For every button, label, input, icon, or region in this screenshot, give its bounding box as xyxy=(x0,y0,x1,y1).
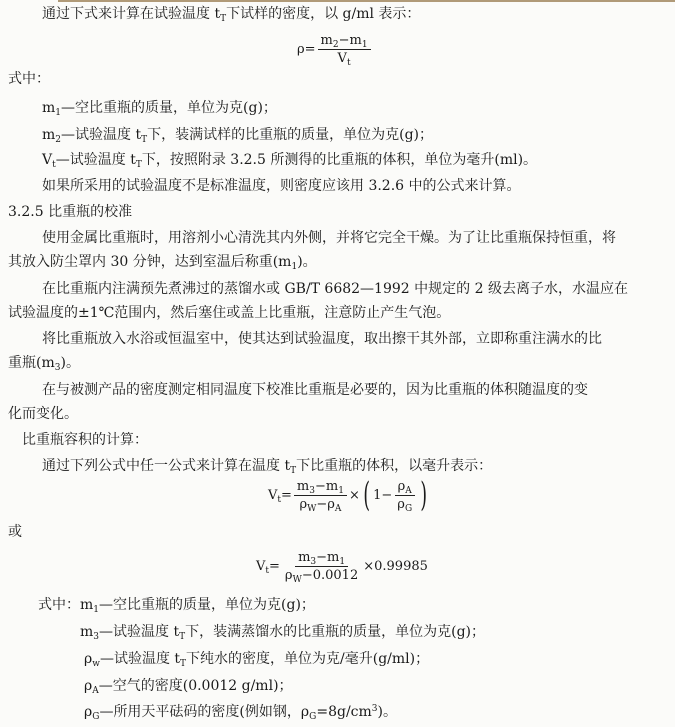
text-run: 下试样的密度，以 g/ml 表示： xyxy=(226,6,421,22)
text-line xyxy=(42,5,420,23)
fraction xyxy=(318,33,371,66)
text-line xyxy=(38,596,315,614)
text-run: m xyxy=(296,478,310,494)
text-run: 下，装满试样的比重瓶的质量，单位为克(g)； xyxy=(147,127,433,143)
text-run: −0.0012 xyxy=(301,568,359,583)
text-run: 将比重瓶放入水浴或恒温室中，使其达到试验温度，取出擦干其外部，立即称重注满水的比 xyxy=(42,331,602,347)
text-line xyxy=(42,457,492,475)
subscript: 2 xyxy=(332,40,339,50)
text-run: —空气的密度(0.0012 g/ml)； xyxy=(98,678,293,694)
text-run: —空比重瓶的质量，单位为克(g)； xyxy=(61,100,277,116)
fraction xyxy=(294,479,347,512)
text-line xyxy=(8,253,317,271)
text-line xyxy=(42,126,433,144)
text-run: 在比重瓶内注满预先煮沸过的蒸馏水或 GB/T 6682—1992 中规定的 2 级去离子水，水温应在 xyxy=(42,281,628,297)
times-sign: × xyxy=(348,487,360,503)
text-line xyxy=(84,677,293,695)
text-run: ρ xyxy=(284,568,293,583)
text-run: m xyxy=(42,127,56,143)
text-line xyxy=(8,523,22,541)
text-run: 化而变化。 xyxy=(8,406,78,422)
text-line xyxy=(42,151,537,169)
text-run: 比重瓶容积的计算： xyxy=(22,432,148,448)
text-line xyxy=(8,203,132,221)
text-line xyxy=(8,354,80,372)
numerator xyxy=(295,550,348,567)
text-run: )。 xyxy=(377,704,397,720)
text-run: 下，装满蒸馏水的比重瓶的质量，单位为克(g)； xyxy=(185,624,485,640)
subscript: A xyxy=(92,686,99,696)
text-run: 通过下式来计算在试验温度 t xyxy=(42,6,221,22)
text-line xyxy=(42,280,628,298)
text-run: −m xyxy=(316,550,340,565)
page-top-edge xyxy=(58,0,675,2)
text-line xyxy=(42,381,588,399)
text-run: V xyxy=(268,487,278,503)
subscript: W xyxy=(307,503,317,514)
text-run: −ρ xyxy=(316,496,335,512)
text-run: 式中：m xyxy=(38,597,94,613)
subscript: 2 xyxy=(55,135,62,145)
text-run: 通过下列公式中任一公式来计算在温度 t xyxy=(42,458,291,474)
subscript: t xyxy=(277,494,282,505)
text-run: 或 xyxy=(8,524,22,540)
text-run: )。 xyxy=(60,355,80,371)
formula-lhs xyxy=(256,559,280,574)
subscript: A xyxy=(405,485,412,496)
subscript: 1 xyxy=(93,605,100,615)
text-run: ρ xyxy=(299,496,308,512)
density-formula xyxy=(297,33,373,66)
text-line xyxy=(80,623,485,641)
text-run: −m xyxy=(338,33,362,48)
text-run: m xyxy=(42,100,56,116)
subscript: G xyxy=(309,712,317,722)
text-line xyxy=(42,99,277,117)
text-run: m xyxy=(298,550,311,565)
subscript: 1 xyxy=(55,108,62,118)
subscript: 1 xyxy=(338,485,344,496)
subscript: T xyxy=(180,659,187,669)
subscript: W xyxy=(292,575,302,585)
text-run: 使用金属比重瓶时，用溶剂小心清洗其内外侧，并将它完全干燥。为了让比重瓶保持恒重，将 xyxy=(42,230,616,246)
numerator xyxy=(395,479,415,496)
text-line xyxy=(22,431,148,449)
text-run: V xyxy=(42,152,53,168)
subscript: 3 xyxy=(310,557,317,567)
volume-formula-1 xyxy=(268,475,430,515)
text-run: 下比重瓶的体积，以毫升表示： xyxy=(296,458,493,474)
text-run: ρ xyxy=(84,678,93,694)
subscript: t xyxy=(52,160,56,170)
text-line xyxy=(8,304,450,322)
constant-factor: ×0.99985 xyxy=(363,559,428,574)
text-run: )。 xyxy=(297,254,317,270)
text-run: 式中： xyxy=(8,71,50,87)
fraction xyxy=(394,479,415,512)
text-run: —试验温度 t xyxy=(99,651,181,667)
text-run: —试验温度 t xyxy=(55,152,136,168)
text-line xyxy=(42,229,616,247)
text-run: 如果所采用的试验温度不是标准温度，则密度应该用 3.2.6 中的公式来计算。 xyxy=(42,178,521,194)
text-run: 下纯水的密度，单位为克/毫升(g/ml)； xyxy=(186,651,430,667)
text-run: ρ xyxy=(397,478,406,494)
text-line xyxy=(84,650,429,668)
text-run: ρ xyxy=(397,496,405,512)
numerator xyxy=(294,479,347,496)
subscript: w xyxy=(92,659,100,669)
text-run: = xyxy=(269,559,280,574)
denominator xyxy=(296,496,344,512)
text-line xyxy=(8,70,50,88)
subscript: t xyxy=(346,58,351,68)
text-run: V xyxy=(337,51,347,66)
denominator xyxy=(282,567,361,583)
subscript: 3 xyxy=(309,485,315,496)
text-run: —试验温度 t xyxy=(61,127,142,143)
subscript: T xyxy=(179,632,186,642)
volume-formula-2 xyxy=(256,550,428,583)
right-paren: ) xyxy=(420,475,428,515)
subscript: T xyxy=(135,160,142,170)
text-line xyxy=(42,330,602,348)
text-run: 其放入防尘罩内 30 分钟，达到室温后称重(m xyxy=(8,254,292,270)
text-run: −m xyxy=(314,478,339,494)
text-run: V xyxy=(256,559,266,574)
subscript: 3 xyxy=(93,632,100,642)
text-run: 重瓶(m xyxy=(8,355,55,371)
text-run: = xyxy=(281,487,292,503)
formula-lhs xyxy=(268,488,292,503)
subscript: T xyxy=(290,466,297,476)
subscript: 1 xyxy=(291,262,298,272)
superscript: 3 xyxy=(371,704,378,714)
subscript: 3 xyxy=(54,363,61,373)
subscript: t xyxy=(265,566,270,576)
text-run: —试验温度 t xyxy=(99,624,180,640)
fraction xyxy=(282,550,361,583)
text-run: —空比重瓶的质量，单位为克(g)； xyxy=(99,597,315,613)
text-run: 3.2.5 比重瓶的校准 xyxy=(8,204,133,220)
denominator xyxy=(335,50,354,66)
text-run: m xyxy=(320,33,333,48)
subscript: G xyxy=(92,712,100,722)
subscript: 1 xyxy=(339,557,346,567)
one-minus: 1− xyxy=(373,487,393,503)
text-run: —所用天平砝码的密度(例如钢，ρ xyxy=(99,704,310,720)
subscript: G xyxy=(404,503,413,514)
subscript: A xyxy=(334,503,342,514)
numerator xyxy=(318,33,371,50)
text-run: m xyxy=(80,624,94,640)
text-run: 下，按照附录 3.2.5 所测得的比重瓶的体积，单位为毫升(ml)。 xyxy=(141,152,538,168)
text-line xyxy=(84,703,397,721)
text-run: 在与被测产品的密度测定相同温度下校准比重瓶是必要的，因为比重瓶的体积随温度的变 xyxy=(42,382,588,398)
denominator xyxy=(394,496,415,512)
text-line xyxy=(42,177,521,195)
text-run: =8g/cm xyxy=(316,704,372,720)
left-paren: ( xyxy=(363,475,370,515)
text-line xyxy=(8,405,78,423)
text-run: ρ xyxy=(84,651,93,667)
text-run: ρ xyxy=(84,704,93,720)
subscript: T xyxy=(220,14,227,24)
subscript: 1 xyxy=(361,40,368,50)
subscript: T xyxy=(141,135,148,145)
formula-lhs: ρ= xyxy=(297,42,316,57)
text-run: 试验温度的±1℃范围内，然后塞住或盖上比重瓶，注意防止产生气泡。 xyxy=(8,305,451,321)
